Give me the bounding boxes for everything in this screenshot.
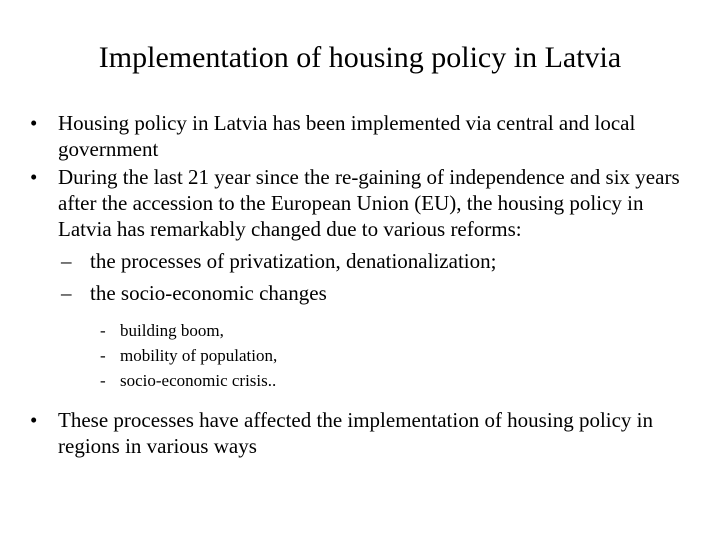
bullet-text: Housing policy in Latvia has been implemented via central and local government xyxy=(58,111,636,161)
subsub-item-text: socio-economic crisis.. xyxy=(120,371,277,390)
bullet-item xyxy=(30,164,690,242)
subsub-item xyxy=(30,368,690,393)
bullet-icon: • xyxy=(30,408,38,432)
subsub-item-text: building boom, xyxy=(120,321,224,340)
sub-item xyxy=(30,280,690,306)
bullet-text: During the last 21 year since the re-gaining of independence and six years after the accession to the European Union (EU), the housing policy in Latvia has remarkably changed due to various reforms: xyxy=(58,165,680,241)
bullet-text: These processes have affected the implementation of housing policy in regions in various ways xyxy=(58,408,654,458)
small-dash-icon: - xyxy=(100,371,106,390)
slide-title: Implementation of housing policy in Latvia xyxy=(98,41,622,74)
small-dash-icon: - xyxy=(100,346,106,365)
subsub-item-text: mobility of population, xyxy=(120,346,278,365)
sub-item-text: the processes of privatization, denationalization; xyxy=(90,249,497,273)
slide-content xyxy=(30,110,690,461)
subsub-item xyxy=(30,343,690,368)
subsub-list xyxy=(30,318,690,393)
sub-item-text: the socio-economic changes xyxy=(90,281,327,305)
bullet-icon: • xyxy=(30,111,38,135)
bullet-item xyxy=(30,407,690,459)
bullet-icon: • xyxy=(30,165,38,189)
bullet-item xyxy=(30,110,690,162)
sub-item xyxy=(30,248,690,274)
dash-icon: – xyxy=(61,249,72,273)
dash-icon: – xyxy=(61,281,72,305)
small-dash-icon: - xyxy=(100,321,106,340)
subsub-item xyxy=(30,318,690,343)
